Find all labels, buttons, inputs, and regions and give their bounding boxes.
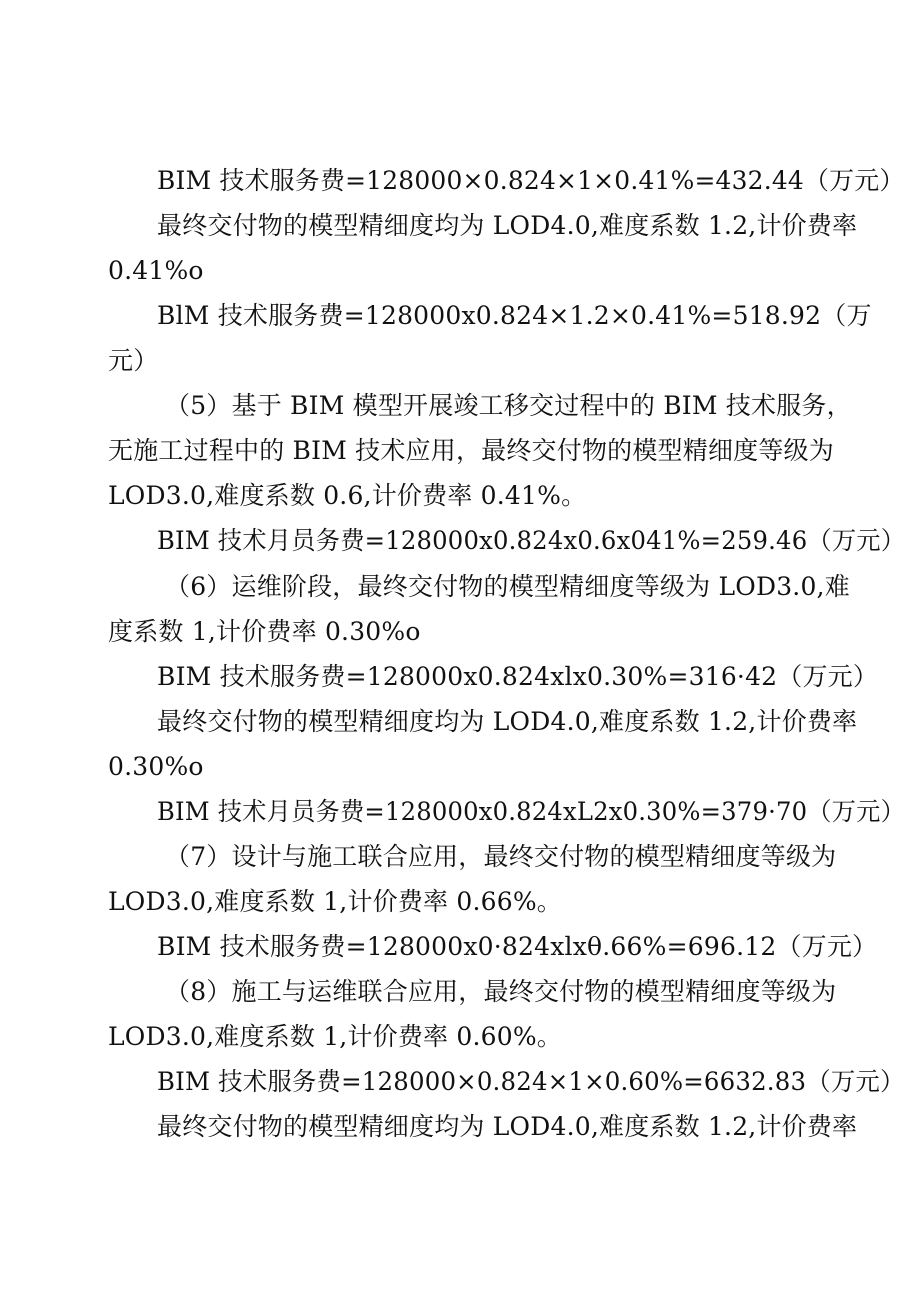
text-line-19: （8）施工与运维联合应用，最终交付物的模型精细度等级为 <box>165 977 837 1006</box>
text-line-21: BIM 技术服务费=128000×0.824×1×0.60%=6632.83（万元） <box>157 1067 905 1096</box>
text-line-8: LOD3.0,难度系数 0.6,计价费率 0.41%。 <box>108 481 587 510</box>
text-line-3: 0.41%o <box>108 256 204 285</box>
text-line-17: LOD3.0,难度系数 1,计价费率 0.66%。 <box>108 887 563 916</box>
text-line-11: 度系数 1,计价费率 0.30%o <box>108 617 421 646</box>
text-line-22: 最终交付物的模型精细度均为 LOD4.0,难度系数 1.2,计价费率 <box>157 1112 858 1141</box>
text-line-9: BIM 技术月员务费=128000x0.824x0.6x041%=259.46（万元） <box>157 526 906 555</box>
text-line-5: 元） <box>108 346 159 375</box>
text-line-16: （7）设计与施工联合应用，最终交付物的模型精细度等级为 <box>165 842 837 871</box>
text-line-12: BIM 技术服务费=128000x0.824xlx0.30%=316·42（万元） <box>157 662 879 691</box>
text-line-13: 最终交付物的模型精细度均为 LOD4.0,难度系数 1.2,计价费率 <box>157 707 858 736</box>
text-line-20: LOD3.0,难度系数 1,计价费率 0.60%。 <box>108 1022 563 1051</box>
text-line-7: 无施工过程中的 BIM 技术应用，最终交付物的模型精细度等级为 <box>108 436 834 465</box>
text-line-1: BIM 技术服务费=128000×0.824×1×0.41%=432.44（万元） <box>157 166 905 195</box>
text-line-4: BlM 技术服务费=128000x0.824×1.2×0.41%=518.92（万 <box>157 301 872 330</box>
text-line-10: （6）运维阶段，最终交付物的模型精细度等级为 LOD3.0,难 <box>165 572 850 601</box>
text-line-18: BIM 技术服务费=128000x0·824xlxθ.66%=696.12（万元） <box>157 932 878 961</box>
text-line-14: 0.30%o <box>108 752 204 781</box>
text-line-15: BIM 技术月员务费=128000x0.824xL2x0.30%=379·70（万元） <box>157 797 906 826</box>
text-line-2: 最终交付物的模型精细度均为 LOD4.0,难度系数 1.2,计价费率 <box>157 211 858 240</box>
text-line-6: （5）基于 BIM 模型开展竣工移交过程中的 BIM 技术服务， <box>165 391 852 420</box>
